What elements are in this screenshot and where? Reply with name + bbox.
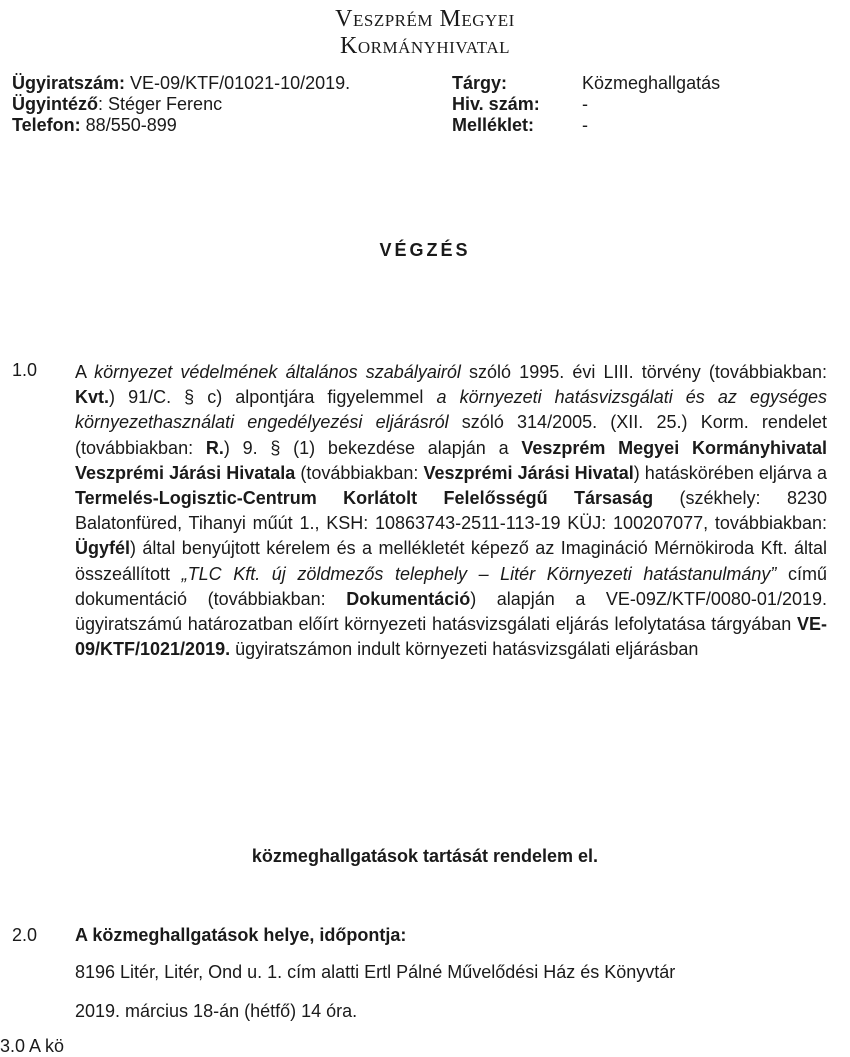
section-1-number: 1.0: [12, 360, 38, 380]
attachment-value: -: [582, 115, 588, 135]
subject-label: Tárgy:: [452, 73, 508, 93]
attachment-row: [452, 115, 720, 136]
attachment-label: Melléklet:: [452, 115, 535, 135]
phone-label: Telefon:: [12, 115, 81, 135]
case-number: [12, 73, 350, 94]
issuer-line-2: Kormányhivatal: [340, 33, 510, 59]
section-2-heading: A közmeghallgatások helye, időpontja:: [75, 925, 407, 945]
subject-value: Közmeghallgatás: [582, 73, 721, 93]
administrator-value: : Stéger Ferenc: [98, 94, 223, 114]
header-right: [452, 73, 720, 136]
administrator: [12, 94, 350, 115]
case-number-value: VE-09/KTF/01021-10/2019.: [125, 73, 351, 93]
phone: [12, 115, 350, 136]
section-1-paragraph: A környezet védelmének általános szabályairól szóló 1995. évi LIII. törvény (továbbiakban: Kvt.) 91/C. § c) alpontjára figyelemmel a környezeti hatásvizsgálati és az egységes környezethasználati engedélyezési eljárásról szóló 314/2005. (XII. 25.) Korm. rendelet (továbbiakban: R.) 9. § (1) bekezdése alapján a Veszprém Megyei Kormányhivatal Veszprémi Járási Hivatala (továbbiakban: Veszprémi Járási Hivatal) hatáskörében eljárva a Termelés-Logisztic-Centrum Korlátolt Felelősségű Társaság (székhely: 8230 Balatonfüred, Tihanyi műút 1., KSH: 10863743-2511-113-19 KÜJ: 100207077, továbbiakban: Ügyfél) által benyújtott kérelem és a mellékletét képező az Imagináció Mérnökiroda Kft. által összeállított „TLC Kft. új zöldmezős telephely – Litér Környezeti hatástanulmány” című dokumentáció (továbbiakban: Dokumentáció) alapján a VE-09Z/KTF/0080-01/2019. ügyiratszámú határozatban előírt környezeti hatásvizsgálati eljárás lefolytatása tárgyában VE-09/KTF/1021/2019. ügyiratszámon indult környezeti hatásvizsgálati eljárásban: [75, 362, 828, 660]
phone-value: 88/550-899: [80, 115, 177, 135]
ref-number-label: Hiv. szám:: [452, 94, 540, 114]
hearing-time: 2019. március 18-án (hétfő) 14 óra.: [75, 1001, 358, 1021]
issuer-line-1: Veszprém Megyei: [335, 6, 515, 32]
section-2-number: 2.0: [12, 925, 38, 945]
ref-number-value: -: [582, 94, 588, 114]
decision-statement: közmeghallgatások tartását rendelem el.: [251, 846, 599, 866]
document-title: VÉGZÉS: [379, 240, 471, 260]
ref-number-row: [452, 94, 720, 115]
hearing-place: 8196 Litér, Litér, Ond u. 1. cím alatti Ertl Pálné Művelődési Ház és Könyvtár: [75, 962, 676, 982]
subject-row: [452, 73, 720, 94]
administrator-label: Ügyintéző: [12, 94, 99, 114]
issuer-name: [0, 6, 850, 60]
case-number-label: Ügyiratszám:: [12, 73, 126, 93]
header-left: [12, 73, 350, 136]
next-section-cutoff: 3.0 A kö: [0, 1036, 65, 1056]
